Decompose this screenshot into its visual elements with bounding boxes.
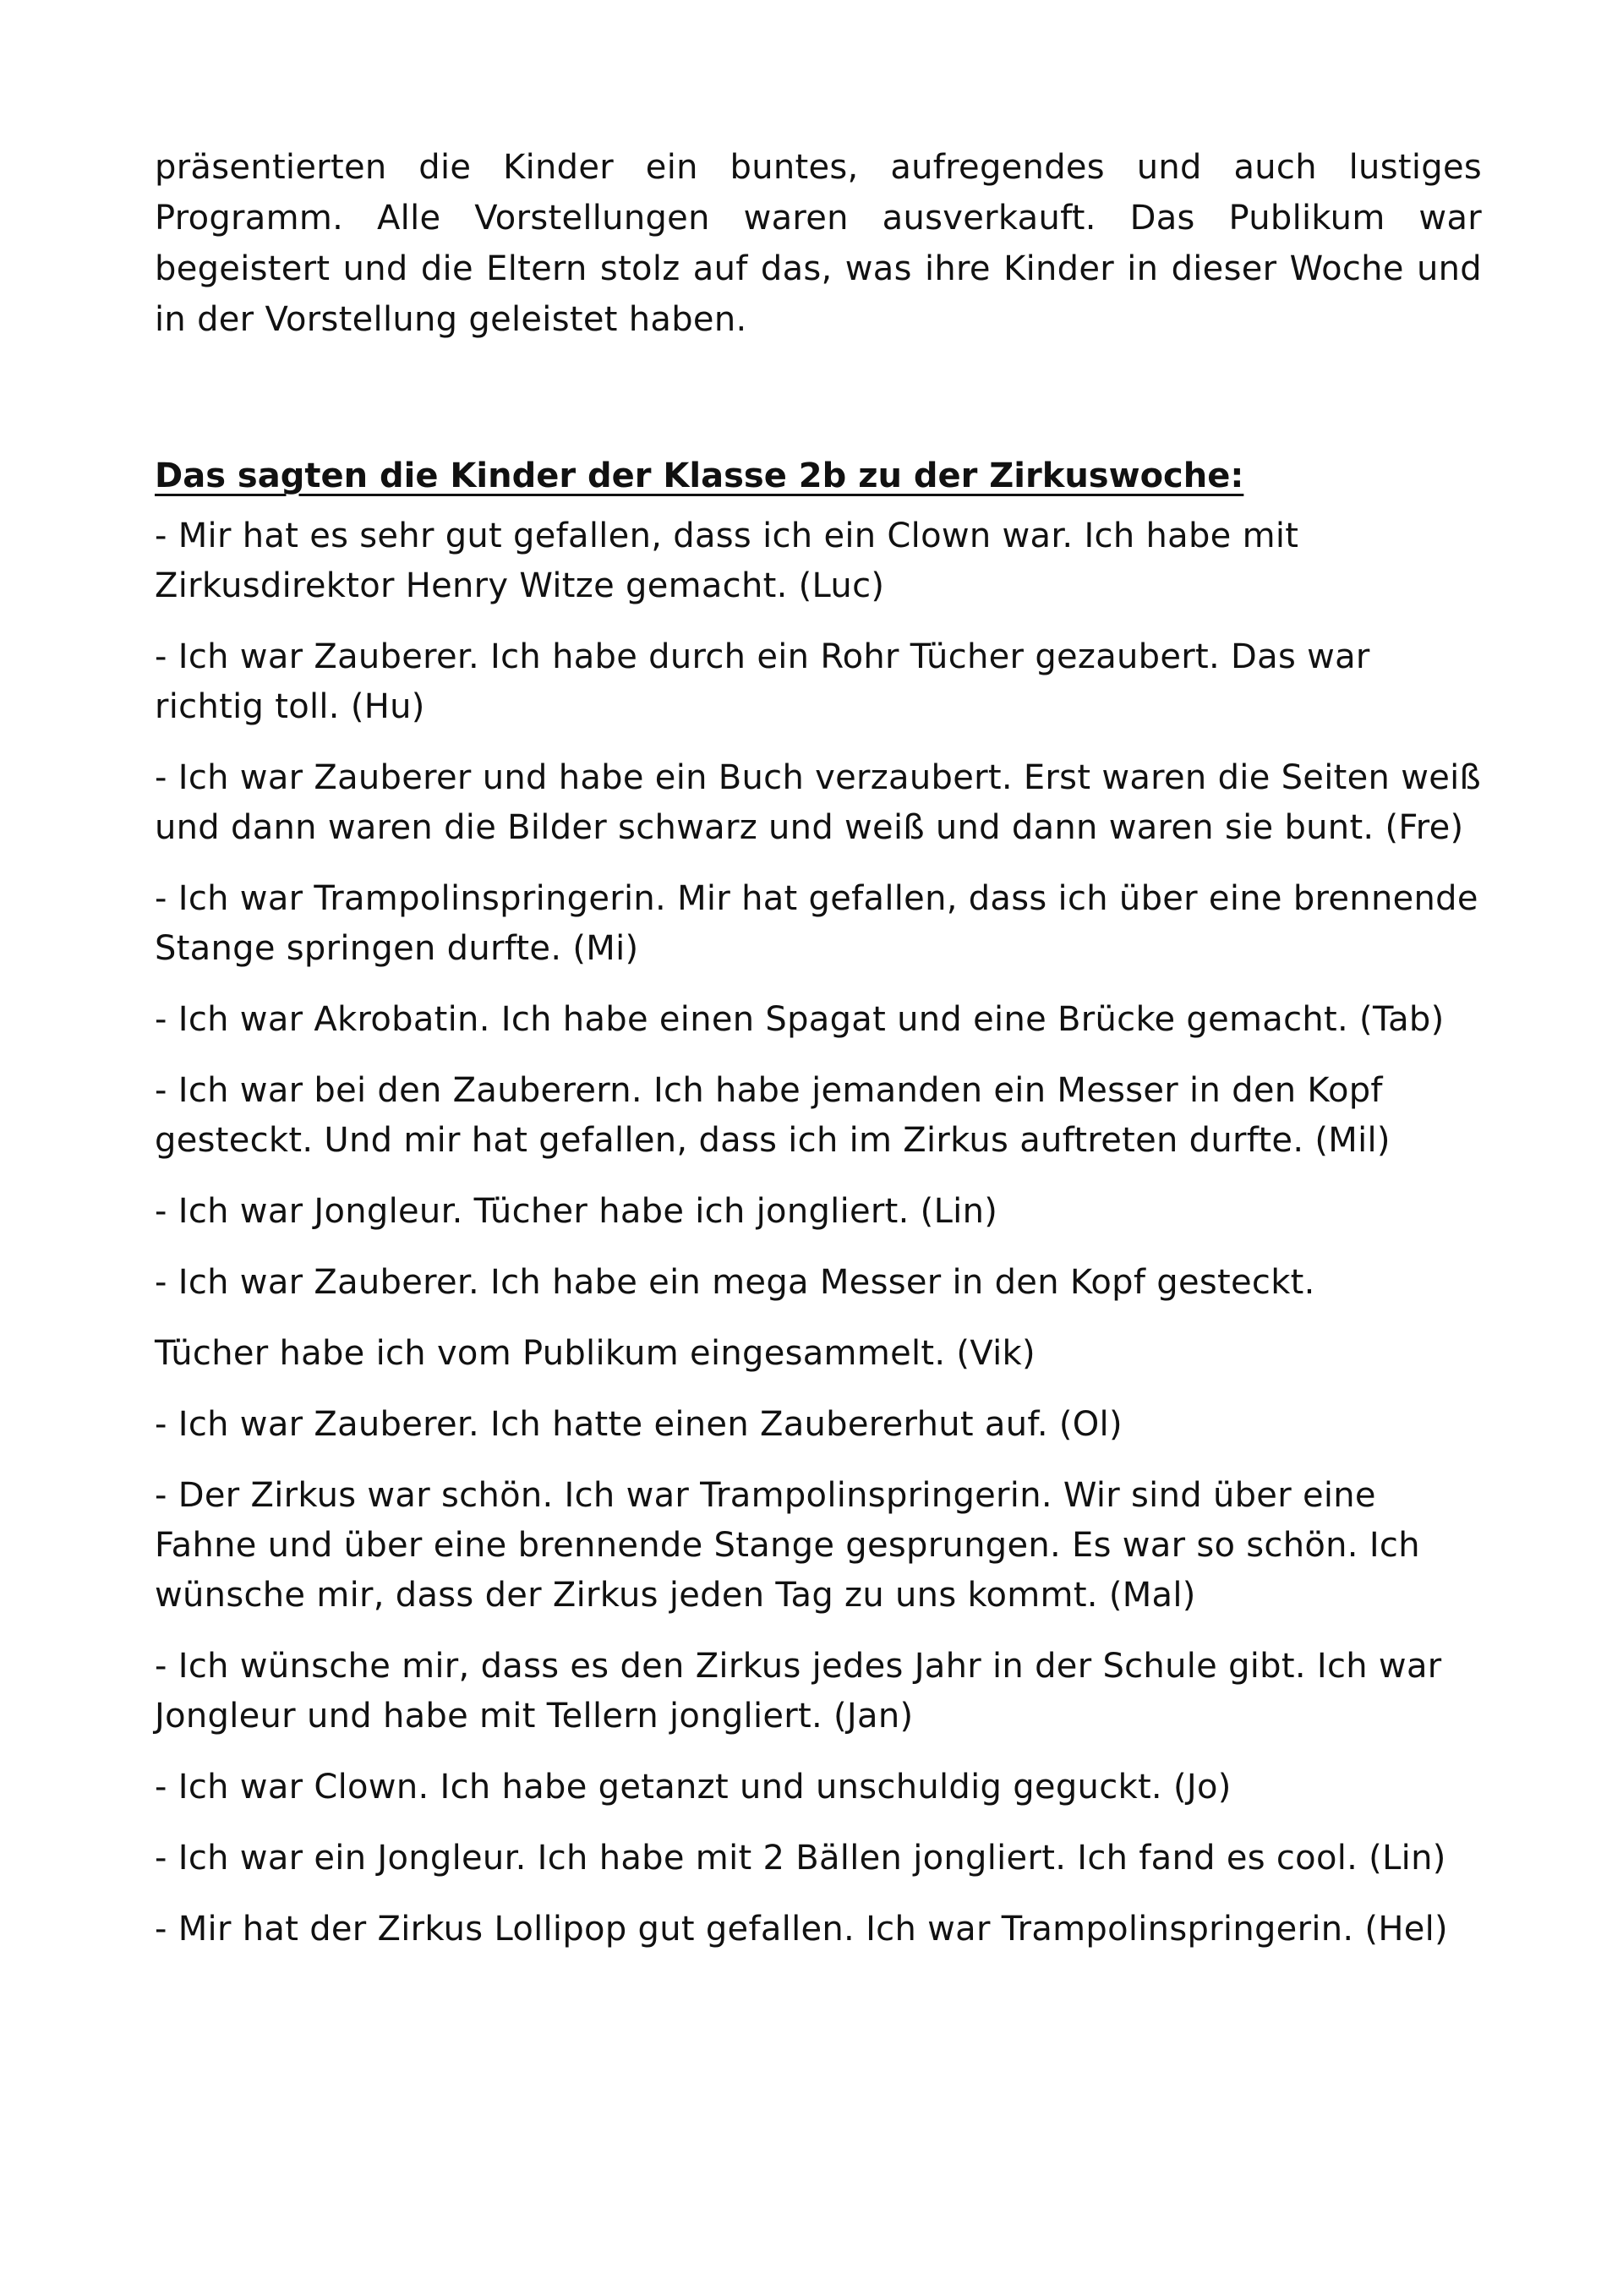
document-page <box>155 142 1482 1976</box>
quote-item: - Mir hat der Zirkus Lollipop gut gefallen. Ich war Trampolinspringerin. (Hel) <box>155 1910 1448 1949</box>
quote-item: - Ich wünsche mir, dass es den Zirkus jedes Jahr in der Schule gibt. Ich war Jongleur und habe mit Tellern jongliert. (Jan) <box>155 1647 1442 1736</box>
quote-item: - Ich war Zauberer und habe ein Buch verzaubert. Erst waren die Seiten weiß und dann waren die Bilder schwarz und weiß und dann waren sie bunt. (Fre) <box>155 758 1482 847</box>
quote-item: - Der Zirkus war schön. Ich war Trampolinspringerin. Wir sind über eine Fahne und über eine brennende Stange gesprungen. Es war so schön. Ich wünsche mir, dass der Zirkus jeden Tag zu uns kommt. (Mal) <box>155 1476 1420 1615</box>
quote-item: - Ich war Zauberer. Ich hatte einen Zaubererhut auf. (Ol) <box>155 1405 1123 1444</box>
quote-item: - Ich war Zauberer. Ich habe durch ein Rohr Tücher gezaubert. Das war richtig toll. (Hu) <box>155 637 1370 726</box>
quote-item: - Ich war Zauberer. Ich habe ein mega Messer in den Kopf gesteckt. <box>155 1263 1315 1302</box>
section-heading: Das sagten die Kinder der Klasse 2b zu der Zirkuswoche: <box>155 456 1244 495</box>
quote-item: - Ich war ein Jongleur. Ich habe mit 2 Bällen jongliert. Ich fand es cool. (Lin) <box>155 1839 1446 1878</box>
intro-paragraph: präsentierten die Kinder ein buntes, aufregendes und auch lustiges Programm. Alle Vorstellungen waren ausverkauft. Das Publikum war begeistert und die Eltern stolz auf das, was ihre Kinder in dieser Woche und in der Vorstellung geleistet haben. <box>155 148 1482 339</box>
quote-item: - Ich war Trampolinspringerin. Mir hat gefallen, dass ich über eine brennende Stange springen durfte. (Mi) <box>155 879 1478 968</box>
quote-item: - Ich war Akrobatin. Ich habe einen Spagat und eine Brücke gemacht. (Tab) <box>155 1000 1445 1039</box>
quote-item: - Ich war Clown. Ich habe getanzt und unschuldig geguckt. (Jo) <box>155 1768 1232 1807</box>
quote-item: Tücher habe ich vom Publikum eingesammelt. (Vik) <box>155 1334 1036 1373</box>
quote-item: - Mir hat es sehr gut gefallen, dass ich ein Clown war. Ich habe mit Zirkusdirektor Henry Witze gemacht. (Luc) <box>155 517 1299 605</box>
quote-list <box>155 511 1482 1954</box>
quote-item: - Ich war bei den Zauberern. Ich habe jemanden ein Messer in den Kopf gesteckt. Und mir hat gefallen, dass ich im Zirkus auftreten durfte. (Mil) <box>155 1071 1391 1160</box>
quote-item: - Ich war Jongleur. Tücher habe ich jongliert. (Lin) <box>155 1192 998 1231</box>
